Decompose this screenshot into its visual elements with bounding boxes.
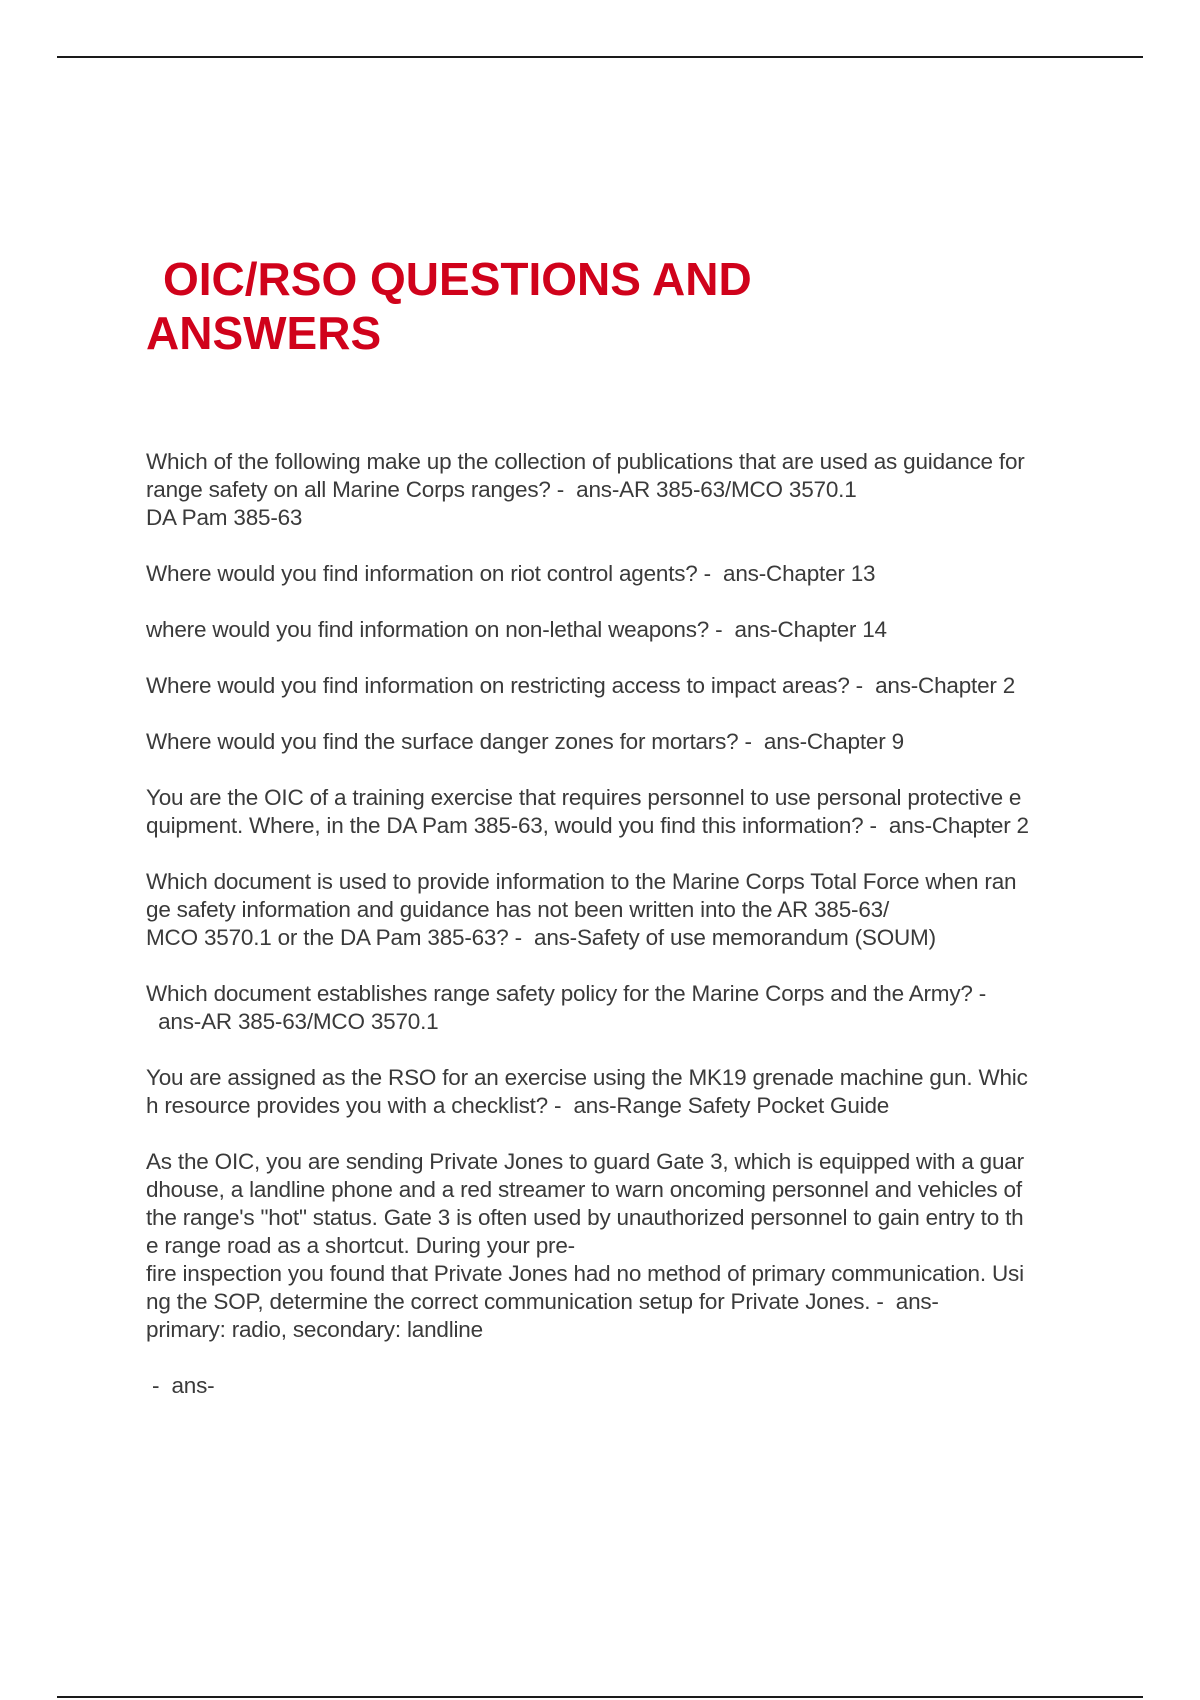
qa-line: quipment. Where, in the DA Pam 385-63, would you find this information? - ans-Chapter 2 [146, 813, 1029, 838]
qa-list [146, 448, 1096, 1428]
qa-line: e range road as a shortcut. During your pre- [146, 1233, 575, 1258]
qa-item-8 [146, 980, 1096, 1036]
title-line-1: OIC/RSO QUESTIONS AND [163, 253, 752, 305]
qa-line: where would you find information on non-lethal weapons? - ans-Chapter 14 [146, 617, 887, 642]
qa-line: ge safety information and guidance has not been written into the AR 385-63/ [146, 897, 890, 922]
qa-line: dhouse, a landline phone and a red streamer to warn oncoming personnel and vehicles of [146, 1177, 1022, 1202]
qa-line: Where would you find the surface danger zones for mortars? - ans-Chapter 9 [146, 729, 904, 754]
qa-line: - ans- [146, 1373, 215, 1398]
qa-line: Which of the following make up the collection of publications that are used as guidance for [146, 449, 1025, 474]
qa-line: Which document establishes range safety policy for the Marine Corps and the Army? - [146, 981, 987, 1006]
qa-line: Which document is used to provide information to the Marine Corps Total Force when ran [146, 869, 1017, 894]
qa-line: You are assigned as the RSO for an exercise using the MK19 grenade machine gun. Whic [146, 1065, 1028, 1090]
top-rule [57, 56, 1143, 58]
qa-item-7 [146, 868, 1096, 952]
qa-line: h resource provides you with a checklist? - ans-Range Safety Pocket Guide [146, 1093, 890, 1118]
bottom-rule [57, 1696, 1143, 1698]
qa-line: ans-AR 385-63/MCO 3570.1 [146, 1009, 439, 1034]
qa-line: fire inspection you found that Private Jones had no method of primary communication. Usi [146, 1261, 1024, 1286]
qa-item-4 [146, 672, 1096, 700]
qa-line: DA Pam 385-63 [146, 505, 303, 530]
qa-line: primary: radio, secondary: landline [146, 1317, 483, 1342]
qa-item-1 [146, 448, 1096, 532]
qa-line: the range's "hot" status. Gate 3 is often used by unauthorized personnel to gain entry to th [146, 1205, 1024, 1230]
qa-item-2 [146, 560, 1096, 588]
title-line-2: ANSWERS [146, 307, 382, 359]
qa-item-3 [146, 616, 1096, 644]
qa-item-9 [146, 1064, 1096, 1120]
qa-line: range safety on all Marine Corps ranges? - ans-AR 385-63/MCO 3570.1 [146, 477, 857, 502]
qa-line: ng the SOP, determine the correct communication setup for Private Jones. - ans- [146, 1289, 939, 1314]
qa-item-6 [146, 784, 1096, 840]
qa-line: Where would you find information on restricting access to impact areas? - ans-Chapter 2 [146, 673, 1016, 698]
qa-item-10 [146, 1148, 1096, 1344]
qa-item-11 [146, 1372, 1096, 1400]
qa-item-5 [146, 728, 1096, 756]
qa-line: You are the OIC of a training exercise that requires personnel to use personal protective e [146, 785, 1022, 810]
qa-line: Where would you find information on riot control agents? - ans-Chapter 13 [146, 561, 876, 586]
qa-line: As the OIC, you are sending Private Jones to guard Gate 3, which is equipped with a guar [146, 1149, 1024, 1174]
qa-line: MCO 3570.1 or the DA Pam 385-63? - ans-Safety of use memorandum (SOUM) [146, 925, 936, 950]
document-title [146, 252, 1006, 360]
